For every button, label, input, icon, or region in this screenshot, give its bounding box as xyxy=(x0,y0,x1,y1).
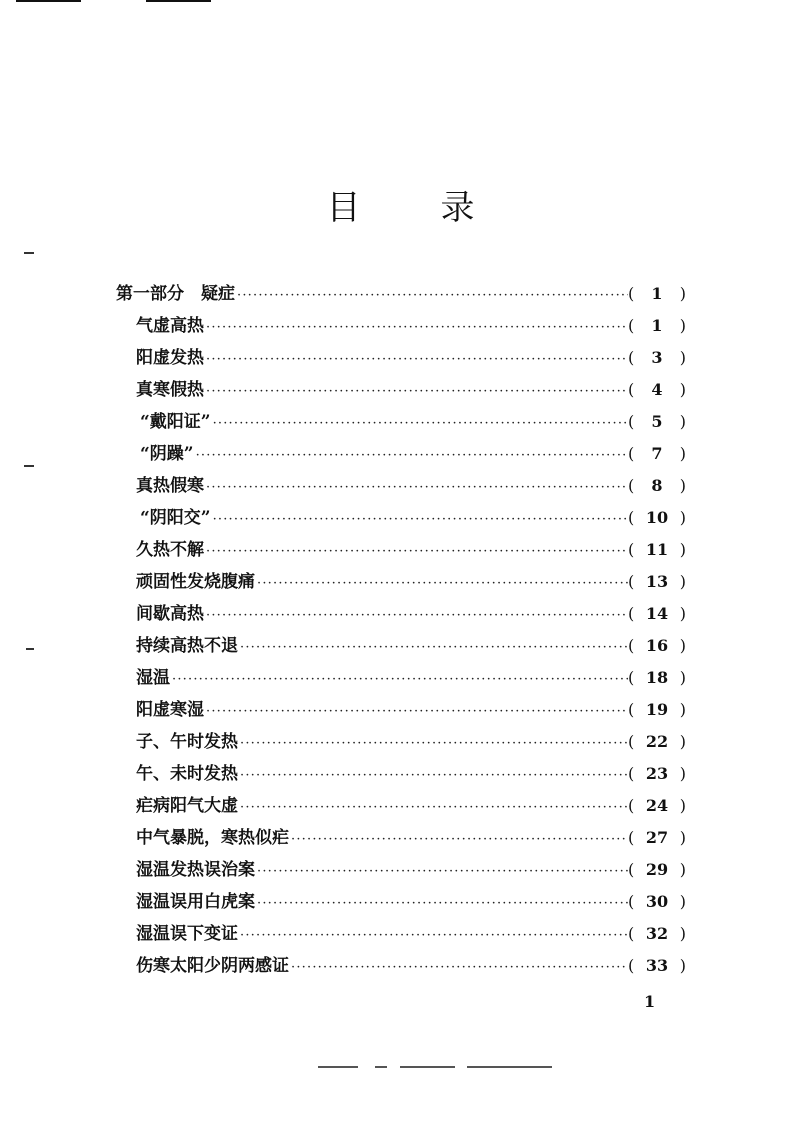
paren-close: ) xyxy=(679,540,686,559)
toc-entry[interactable] xyxy=(116,310,686,342)
toc-page-ref xyxy=(628,534,686,566)
paren-open: ( xyxy=(628,572,635,591)
paren-open: ( xyxy=(628,540,635,559)
dot-leader xyxy=(240,920,628,952)
paren-open: ( xyxy=(628,636,635,655)
toc-entry-title: 湿温 xyxy=(136,668,170,688)
toc-entry-title: 伤寒太阳少阴两感证 xyxy=(136,956,289,976)
toc-page-ref xyxy=(628,886,686,918)
toc-entry[interactable] xyxy=(116,502,686,534)
paren-close: ) xyxy=(679,956,686,975)
toc-page-number: 3 xyxy=(651,348,663,367)
toc-page-number: 32 xyxy=(645,924,669,943)
toc-page-ref xyxy=(628,918,686,950)
page-number: 1 xyxy=(644,992,656,1011)
paren-open: ( xyxy=(628,508,635,527)
paren-open: ( xyxy=(628,796,635,815)
paren-open: ( xyxy=(628,924,635,943)
toc-page-number: 8 xyxy=(651,476,663,495)
scan-edge-mark xyxy=(16,0,81,2)
toc-entry[interactable] xyxy=(116,790,686,822)
paren-open: ( xyxy=(628,956,635,975)
toc-entry-title: “戴阳证” xyxy=(140,412,211,432)
dot-leader xyxy=(206,312,628,344)
dot-leader xyxy=(257,888,628,920)
toc-page-ref xyxy=(628,630,686,662)
toc-page-ref xyxy=(628,502,686,534)
toc-entry-title: 持续高热不退 xyxy=(136,636,238,656)
paren-open: ( xyxy=(628,348,635,367)
toc-entry-title: 子、午时发热 xyxy=(136,732,238,752)
toc-entry-title: 顽固性发烧腹痛 xyxy=(136,572,255,592)
dot-leader xyxy=(257,856,628,888)
toc-page-number: 1 xyxy=(651,316,663,335)
toc-page-ref xyxy=(628,470,686,502)
dot-leader xyxy=(213,408,628,440)
toc-page-number: 11 xyxy=(645,540,669,559)
scan-edge-mark xyxy=(146,0,211,2)
toc-page-number: 14 xyxy=(645,604,669,623)
scan-artifact xyxy=(400,1066,455,1068)
paren-close: ) xyxy=(679,828,686,847)
paren-close: ) xyxy=(679,412,686,431)
toc-entry-title: 真寒假热 xyxy=(136,380,204,400)
toc-page-number: 7 xyxy=(651,444,663,463)
paren-close: ) xyxy=(679,316,686,335)
paren-open: ( xyxy=(628,860,635,879)
toc-entry-title: 间歇高热 xyxy=(136,604,204,624)
paren-close: ) xyxy=(679,668,686,687)
toc-entry-title: 湿温误用白虎案 xyxy=(136,892,255,912)
toc-page-ref xyxy=(628,374,686,406)
toc-entry[interactable] xyxy=(116,534,686,566)
toc-entry[interactable] xyxy=(116,598,686,630)
toc-page-number: 33 xyxy=(645,956,669,975)
toc-page-ref xyxy=(628,950,686,982)
toc-entry[interactable] xyxy=(116,918,686,950)
dot-leader xyxy=(206,472,628,504)
toc-entry-title: 疟病阳气大虚 xyxy=(136,796,238,816)
toc-page-number: 22 xyxy=(645,732,669,751)
toc-entry-title: 真热假寒 xyxy=(136,476,204,496)
toc-page-number: 18 xyxy=(645,668,669,687)
paren-open: ( xyxy=(628,284,635,303)
scan-margin-mark xyxy=(24,465,34,467)
toc-entry[interactable] xyxy=(116,438,686,470)
scan-artifact xyxy=(375,1066,387,1068)
toc-entry-title: “阴躁” xyxy=(140,444,194,464)
toc-entry[interactable] xyxy=(116,662,686,694)
toc-entry[interactable] xyxy=(116,822,686,854)
toc-entry-title: 午、未时发热 xyxy=(136,764,238,784)
toc-page-number: 19 xyxy=(645,700,669,719)
toc-page-ref xyxy=(628,438,686,470)
dot-leader xyxy=(240,760,628,792)
toc-entry-title: 中气暴脱，寒热似疟 xyxy=(136,828,289,848)
toc-page-ref xyxy=(628,726,686,758)
paren-open: ( xyxy=(628,732,635,751)
paren-open: ( xyxy=(628,828,635,847)
toc-entry[interactable] xyxy=(116,694,686,726)
toc-page-ref xyxy=(628,694,686,726)
toc-page-ref xyxy=(628,342,686,374)
dot-leader xyxy=(240,792,628,824)
toc-page-number: 23 xyxy=(645,764,669,783)
toc-page-ref xyxy=(628,598,686,630)
paren-open: ( xyxy=(628,380,635,399)
toc-page-number: 1 xyxy=(651,284,663,303)
paren-close: ) xyxy=(679,636,686,655)
toc-entry[interactable] xyxy=(116,406,686,438)
paren-close: ) xyxy=(679,860,686,879)
toc-entry-title: 第一部分 疑症 xyxy=(116,284,235,304)
toc-entry-title: 阳虚寒湿 xyxy=(136,700,204,720)
toc-page-number: 13 xyxy=(645,572,669,591)
paren-open: ( xyxy=(628,892,635,911)
toc-page-number: 16 xyxy=(645,636,669,655)
toc-entry-title: 久热不解 xyxy=(136,540,204,560)
title-char: 录 xyxy=(440,188,475,228)
toc-page-number: 24 xyxy=(645,796,669,815)
dot-leader xyxy=(237,280,628,312)
toc-entry-title: 阳虚发热 xyxy=(136,348,204,368)
dot-leader xyxy=(196,440,628,472)
scan-artifact xyxy=(318,1066,358,1068)
dot-leader xyxy=(291,952,628,984)
toc-entry[interactable] xyxy=(116,342,686,374)
toc-entry-title: “阴阳交” xyxy=(140,508,211,528)
toc-entry[interactable] xyxy=(116,278,686,310)
paren-close: ) xyxy=(679,508,686,527)
paren-close: ) xyxy=(679,348,686,367)
paren-close: ) xyxy=(679,444,686,463)
paren-open: ( xyxy=(628,700,635,719)
toc-entry[interactable] xyxy=(116,630,686,662)
toc-page-number: 5 xyxy=(651,412,663,431)
paren-close: ) xyxy=(679,924,686,943)
dot-leader xyxy=(206,536,628,568)
toc-entry[interactable] xyxy=(116,950,686,982)
toc-entry[interactable] xyxy=(116,886,686,918)
paren-close: ) xyxy=(679,284,686,303)
toc-page-number: 27 xyxy=(645,828,669,847)
toc-page-number: 29 xyxy=(645,860,669,879)
toc-page-ref xyxy=(628,790,686,822)
toc-page-ref xyxy=(628,278,686,310)
paren-open: ( xyxy=(628,444,635,463)
table-of-contents xyxy=(116,278,686,982)
toc-entry[interactable] xyxy=(116,566,686,598)
page-title xyxy=(0,180,801,229)
paren-close: ) xyxy=(679,796,686,815)
scan-margin-mark xyxy=(24,252,34,254)
toc-entry-title: 气虚高热 xyxy=(136,316,204,336)
paren-close: ) xyxy=(679,380,686,399)
paren-open: ( xyxy=(628,476,635,495)
dot-leader xyxy=(206,344,628,376)
paren-close: ) xyxy=(679,732,686,751)
paren-close: ) xyxy=(679,476,686,495)
toc-entry-title: 湿温发热误治案 xyxy=(136,860,255,880)
toc-page-ref xyxy=(628,758,686,790)
toc-entry[interactable] xyxy=(116,374,686,406)
toc-entry-title: 湿温误下变证 xyxy=(136,924,238,944)
toc-page-ref xyxy=(628,566,686,598)
toc-page-ref xyxy=(628,662,686,694)
paren-open: ( xyxy=(628,764,635,783)
toc-page-number: 10 xyxy=(645,508,669,527)
paren-close: ) xyxy=(679,764,686,783)
toc-page-ref xyxy=(628,854,686,886)
toc-page-ref xyxy=(628,406,686,438)
scan-artifact xyxy=(467,1066,552,1068)
dot-leader xyxy=(206,696,628,728)
toc-page-ref xyxy=(628,822,686,854)
dot-leader xyxy=(257,568,628,600)
paren-open: ( xyxy=(628,412,635,431)
dot-leader xyxy=(240,728,628,760)
dot-leader xyxy=(206,600,628,632)
dot-leader xyxy=(213,504,628,536)
dot-leader xyxy=(206,376,628,408)
dot-leader xyxy=(172,664,628,696)
toc-entry[interactable] xyxy=(116,854,686,886)
dot-leader xyxy=(240,632,628,664)
toc-page-ref xyxy=(628,310,686,342)
dot-leader xyxy=(291,824,628,856)
toc-entry[interactable] xyxy=(116,726,686,758)
scan-margin-mark xyxy=(26,648,34,650)
toc-page-number: 4 xyxy=(651,380,663,399)
toc-entry[interactable] xyxy=(116,470,686,502)
title-char: 目 xyxy=(326,188,361,228)
paren-close: ) xyxy=(679,604,686,623)
paren-open: ( xyxy=(628,668,635,687)
paren-close: ) xyxy=(679,572,686,591)
paren-close: ) xyxy=(679,700,686,719)
toc-page-number: 30 xyxy=(645,892,669,911)
paren-open: ( xyxy=(628,604,635,623)
toc-entry[interactable] xyxy=(116,758,686,790)
paren-close: ) xyxy=(679,892,686,911)
paren-open: ( xyxy=(628,316,635,335)
